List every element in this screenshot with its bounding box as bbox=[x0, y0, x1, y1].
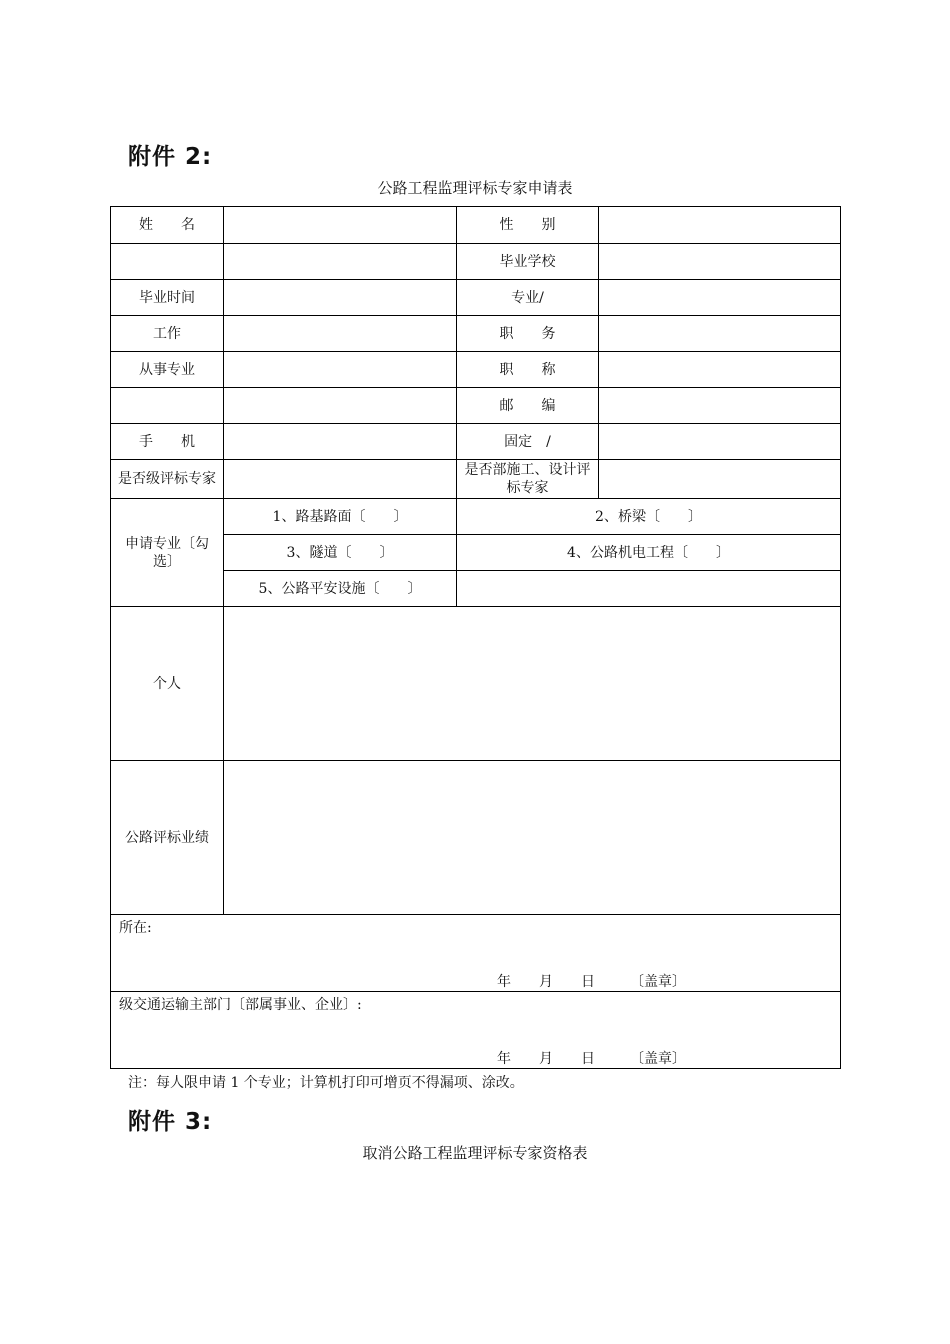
field-label: 从事专业 bbox=[111, 352, 224, 388]
landline-field[interactable] bbox=[599, 424, 841, 460]
performance-label: 公路评标业绩 bbox=[111, 761, 224, 915]
mobile-field[interactable] bbox=[224, 424, 457, 460]
attachment-2-heading: 附件 2: bbox=[128, 144, 213, 170]
form-row bbox=[111, 244, 841, 280]
field-label: 职 称 bbox=[457, 352, 599, 388]
field-label: 专业/ bbox=[457, 280, 599, 316]
specialty-option-subgrade[interactable]: 1、路基路面〔 〕 bbox=[224, 499, 457, 535]
attachment-3-heading: 附件 3: bbox=[128, 1109, 213, 1135]
ministry-expert-field[interactable] bbox=[599, 460, 841, 499]
field-label: 邮 编 bbox=[457, 388, 599, 424]
profession-field[interactable] bbox=[224, 352, 457, 388]
unit-opinion-label: 所在: bbox=[119, 920, 152, 936]
graduation-date-field[interactable] bbox=[224, 280, 457, 316]
value-field[interactable] bbox=[224, 244, 457, 280]
title-field[interactable] bbox=[599, 352, 841, 388]
empty-cell bbox=[457, 571, 841, 607]
gender-field[interactable] bbox=[599, 207, 841, 244]
field-label: 姓 名 bbox=[111, 207, 224, 244]
field-label: 是否级评标专家 bbox=[111, 460, 224, 499]
specialty-label: 申请专业〔勾选〕 bbox=[111, 499, 224, 607]
position-field[interactable] bbox=[599, 316, 841, 352]
personal-row bbox=[111, 607, 841, 761]
major-field[interactable] bbox=[599, 280, 841, 316]
unit-opinion-row bbox=[111, 915, 841, 992]
specialty-option-safety[interactable]: 5、公路平安设施〔 〕 bbox=[224, 571, 457, 607]
personal-field[interactable] bbox=[224, 607, 841, 761]
dept-opinion-row bbox=[111, 992, 841, 1069]
form-row bbox=[111, 207, 841, 244]
dept-opinion-date-seal: 年 月 日 〔盖章〕 bbox=[497, 1051, 686, 1067]
field-label: 性 别 bbox=[457, 207, 599, 244]
field-label: 毕业时间 bbox=[111, 280, 224, 316]
postcode-field[interactable] bbox=[599, 388, 841, 424]
field-label: 职 务 bbox=[457, 316, 599, 352]
name-field[interactable] bbox=[224, 207, 457, 244]
form-row bbox=[111, 388, 841, 424]
field-label: 是否部施工、设计评标专家 bbox=[457, 460, 599, 499]
field-label: 固定 / bbox=[457, 424, 599, 460]
form-row bbox=[111, 352, 841, 388]
value-field[interactable] bbox=[224, 388, 457, 424]
unit-opinion-field[interactable] bbox=[111, 915, 841, 992]
form-note: 注：每人限申请 1 个专业；计算机打印可增页不得漏项、涂改。 bbox=[128, 1075, 524, 1091]
attachment-3-title: 取消公路工程监理评标专家资格表 bbox=[362, 1144, 588, 1162]
field-label: 毕业学校 bbox=[457, 244, 599, 280]
performance-field[interactable] bbox=[224, 761, 841, 915]
form-row bbox=[111, 280, 841, 316]
work-field[interactable] bbox=[224, 316, 457, 352]
unit-opinion-date-seal: 年 月 日 〔盖章〕 bbox=[497, 974, 686, 990]
performance-row bbox=[111, 761, 841, 915]
provincial-expert-field[interactable] bbox=[224, 460, 457, 499]
form-title: 公路工程监理评标专家申请表 bbox=[377, 179, 573, 197]
field-label: 手 机 bbox=[111, 424, 224, 460]
school-field[interactable] bbox=[599, 244, 841, 280]
field-label bbox=[111, 244, 224, 280]
dept-opinion-field[interactable] bbox=[111, 992, 841, 1069]
form-row bbox=[111, 460, 841, 499]
field-label bbox=[111, 388, 224, 424]
dept-opinion-label: 级交通运输主部门〔部属事业、企业〕: bbox=[119, 997, 362, 1013]
form-row bbox=[111, 424, 841, 460]
specialty-option-bridge[interactable]: 2、桥梁〔 〕 bbox=[457, 499, 841, 535]
personal-label: 个人 bbox=[111, 607, 224, 761]
specialty-option-tunnel[interactable]: 3、隧道〔 〕 bbox=[224, 535, 457, 571]
form-row bbox=[111, 316, 841, 352]
specialty-option-electromechanical[interactable]: 4、公路机电工程〔 〕 bbox=[457, 535, 841, 571]
specialty-row bbox=[111, 499, 841, 535]
field-label: 工作 bbox=[111, 316, 224, 352]
application-form bbox=[110, 206, 841, 1069]
